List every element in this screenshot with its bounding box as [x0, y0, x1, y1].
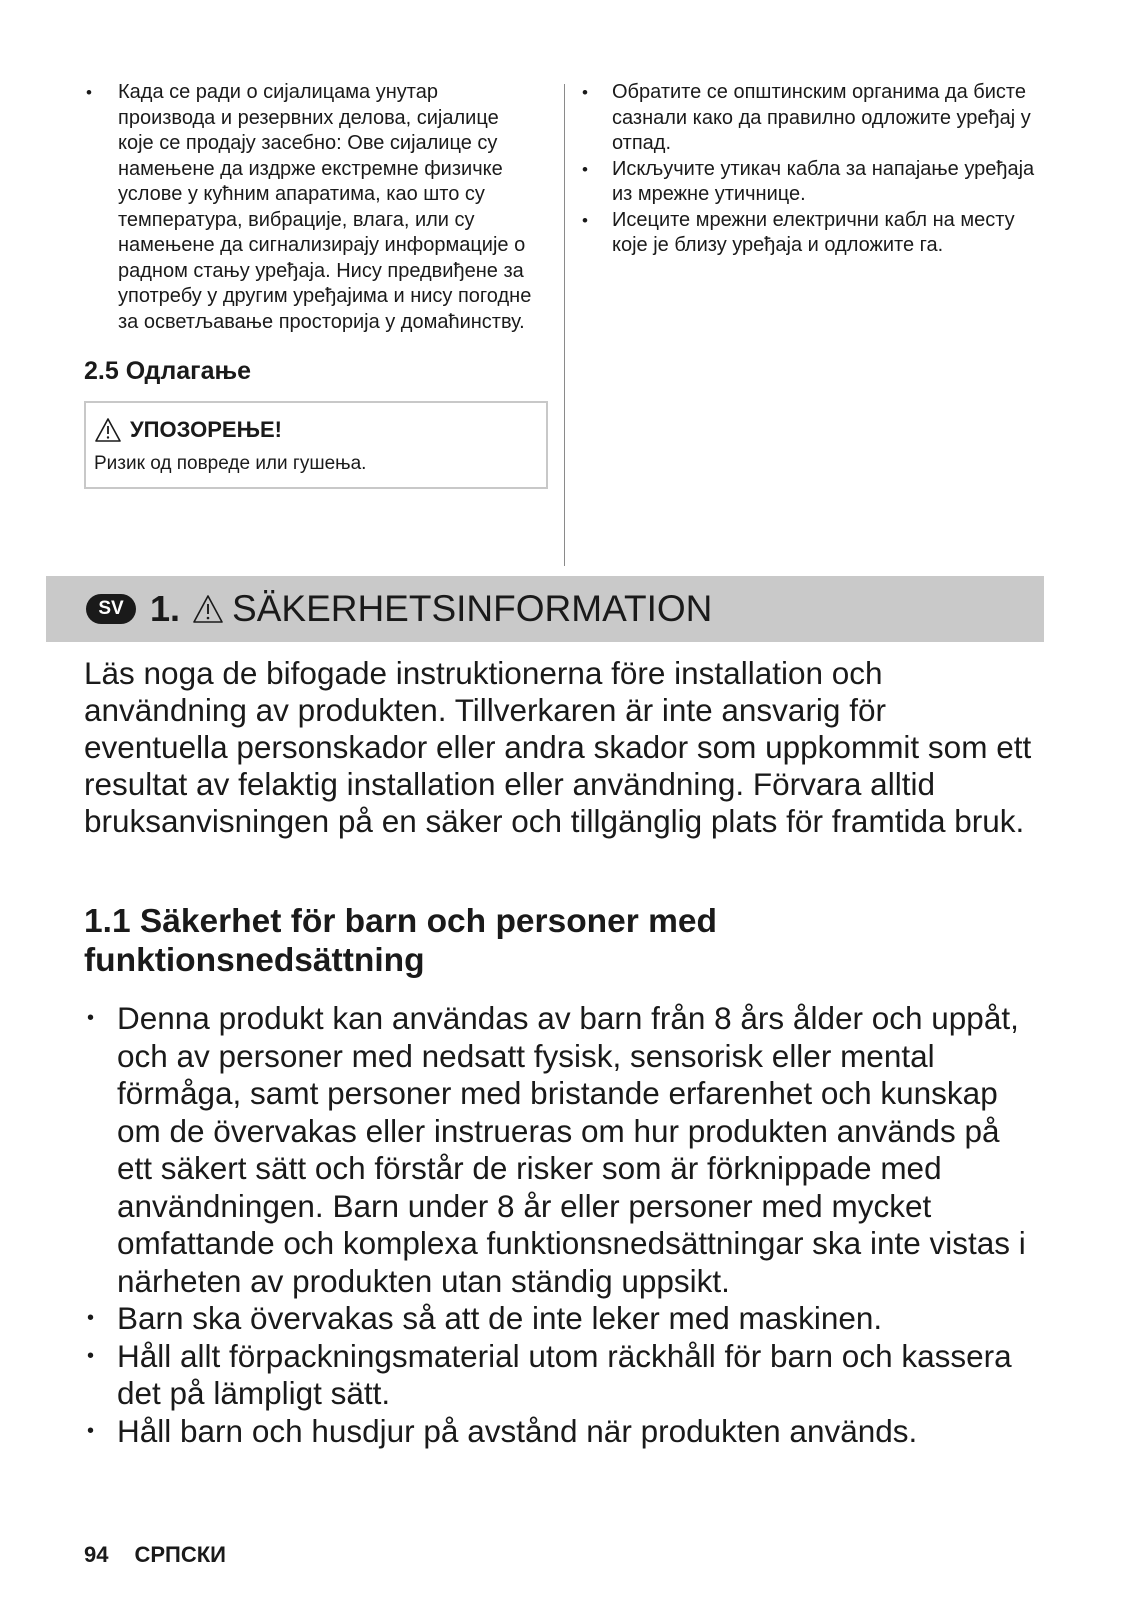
section-header: [86, 576, 712, 642]
warning-title: УПОЗОРЕЊЕ!: [130, 417, 282, 442]
right-column: [580, 80, 1040, 259]
warning-triangle-icon: [94, 417, 122, 443]
list-item-text: Када се ради о сијалицама унутар производа и резервних делова, сијалице које се продају засебно: Ове сијалице су намењене да издрже екстремне физичке услове у кућним апаратима, као што су температура, вибрације, влага, или су намењене да сигнализирају информације о радном стању уређаја. Нису предвиђене за употребу у другим уређајима и нису погодне за осветљавање просторија у домаћинству.: [118, 81, 532, 333]
section-title: SÄKERHETSINFORMATION: [232, 588, 713, 629]
bullet-icon: •: [87, 1344, 95, 1367]
section-number: 1.: [150, 588, 181, 629]
list-item: [580, 80, 1040, 157]
list-item: [84, 1300, 1034, 1338]
left-bullet-list: [84, 80, 534, 335]
subsection-heading: 1.1 Säkerhet för barn och personer med funktionsnedsättning: [84, 903, 717, 979]
list-item: [84, 1000, 1034, 1300]
list-item-text: Искључите утикач кабла за напајање уређаја из мрежне утичнице.: [612, 157, 1035, 205]
list-item: [84, 1338, 1034, 1413]
warning-box: [84, 401, 548, 489]
bullet-icon: •: [582, 83, 588, 102]
footer-language: СРПСКИ: [134, 1542, 226, 1567]
list-item-text: Barn ska övervakas så att de inte leker med maskinen.: [117, 1300, 883, 1336]
list-item-text: Håll allt förpackningsmaterial utom räckhåll för barn och kassera det på lämpligt sätt.: [117, 1337, 1012, 1411]
disposal-heading: 2.5 Одлагање: [84, 357, 252, 385]
bullet-icon: •: [87, 1007, 95, 1029]
warning-text: Ризик од повреде или гушења.: [94, 453, 367, 474]
page-number: 94: [84, 1542, 109, 1567]
warning-triangle-icon: [192, 594, 224, 624]
list-item-text: Denna produkt kan användas av barn från 8 års ålder och uppåt, och av personer med nedsatt fysisk, sensorisk eller mental förmåga, samt personer med bristande erfarenhet och kunskap om de övervakas eller instrueras om hur produkten används på ett säkert sätt och förstår de risker som är förknippade med användningen. Barn under 8 år eller personer med mycket omfattande och komplexa funktionsnedsättningar ska inte vistas i närheten av produkten utan ständig uppsikt.: [117, 1000, 1026, 1299]
list-item-text: Исеците мрежни електрични кабл на месту које је близу уређаја и одложите га.: [612, 208, 1015, 256]
safety-bullet-list: [84, 1000, 1034, 1450]
intro-paragraph: Läs noga de bifogade instruktionerna före installation och användning av produkten. Tillverkaren är inte ansvarig för eventuella personskador eller andra skador som uppkommit som ett resultat av felaktig installation eller användning. Förvara alltid bruksanvisningen på en säker och tillgänglig plats för framtida bruk.: [84, 655, 1032, 839]
page-footer: [84, 1542, 226, 1568]
column-divider: [564, 84, 565, 566]
language-badge: SV: [86, 594, 136, 624]
bullet-icon: •: [582, 210, 588, 230]
right-bullet-list: [580, 80, 1040, 259]
left-column: [84, 80, 534, 489]
list-item-text: Обратите се општинским органима да бисте сазнали како да правилно одложите уређај у отпад.: [612, 81, 1031, 154]
list-item: [580, 208, 1040, 259]
section-header-band: [46, 576, 1044, 642]
bullet-icon: •: [87, 1307, 95, 1329]
list-item-text: Håll barn och husdjur på avstånd när produkten används.: [117, 1412, 918, 1449]
list-item: [84, 1413, 1034, 1451]
warning-header: [94, 413, 538, 447]
bullet-icon: •: [582, 159, 588, 179]
bullet-icon: •: [87, 1419, 95, 1442]
list-item: [580, 157, 1040, 208]
bullet-icon: •: [86, 83, 92, 102]
list-item: [84, 80, 534, 335]
